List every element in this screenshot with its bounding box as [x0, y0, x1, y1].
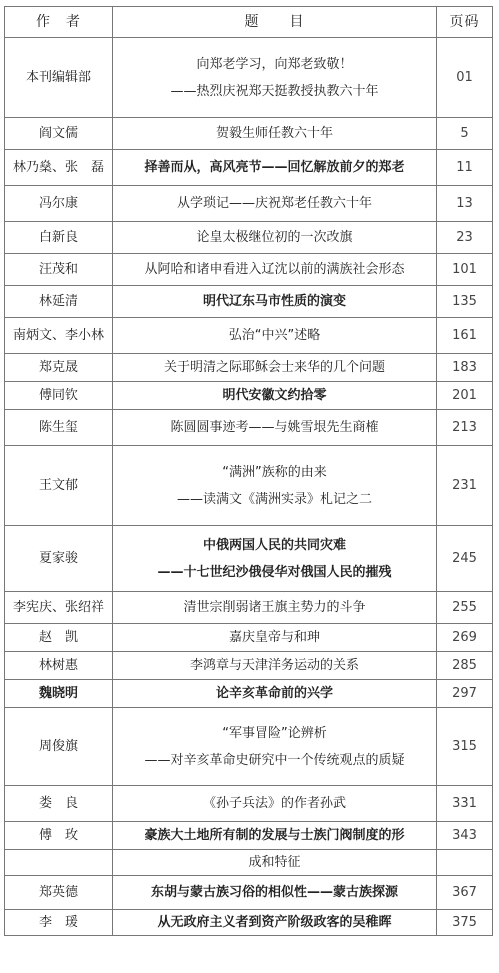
- title-cell: 嘉庆皇帝与和珅: [113, 624, 437, 652]
- page-cell: 01: [437, 38, 493, 118]
- page-cell: 269: [437, 624, 493, 652]
- author-cell: 林树惠: [5, 652, 113, 680]
- title-cell: 明代安徽文约拾零: [113, 382, 437, 410]
- page-cell: 297: [437, 680, 493, 708]
- page-cell: 201: [437, 382, 493, 410]
- title-cell: [113, 708, 437, 786]
- table-row: [5, 910, 493, 936]
- table-row: [5, 708, 493, 786]
- title-text: “军事冒险”论辨析: [222, 725, 327, 741]
- table-row: [5, 286, 493, 318]
- page-cell: 285: [437, 652, 493, 680]
- author-cell: 郑英德: [5, 876, 113, 910]
- table-row: [5, 186, 493, 222]
- page-cell: 11: [437, 150, 493, 186]
- author-cell: 汪茂和: [5, 254, 113, 286]
- page-cell: 13: [437, 186, 493, 222]
- title-cell: 弘治“中兴”述略: [113, 318, 437, 354]
- title-cell: [113, 526, 437, 592]
- table-row: [5, 624, 493, 652]
- table-row: [5, 446, 493, 526]
- title-cell: 择善而从，高风亮节——回忆解放前夕的郑老: [113, 150, 437, 186]
- title-text: 中俄两国人民的共同灾难: [202, 537, 346, 553]
- page-cell: 367: [437, 876, 493, 910]
- page-cell: 315: [437, 708, 493, 786]
- table-row: [5, 410, 493, 446]
- title-cell: 清世宗削弱诸王旗主势力的斗争: [113, 592, 437, 624]
- title-cell: 关于明清之际耶稣会士来华的几个问题: [113, 354, 437, 382]
- subtitle-text: ——对辛亥革命史研究中一个传统观点的质疑: [144, 752, 405, 768]
- table-row: [5, 526, 493, 592]
- header-row: [5, 7, 493, 38]
- table-row: [5, 118, 493, 150]
- author-cell: 本刊编辑部: [5, 38, 113, 118]
- title-cell: 豪族大土地所有制的发展与士族门阀制度的形: [113, 822, 437, 850]
- page-cell: 343: [437, 822, 493, 850]
- author-cell: 阎文儒: [5, 118, 113, 150]
- author-cell: 王文郁: [5, 446, 113, 526]
- title-cell: 成和特征: [113, 850, 437, 876]
- title-cell: 从无政府主义者到资产阶级政客的吴稚晖: [113, 910, 437, 936]
- table-row: [5, 382, 493, 410]
- table-row: [5, 254, 493, 286]
- table-row: [5, 38, 493, 118]
- page-cell: 161: [437, 318, 493, 354]
- title-text: “满洲”族称的由来: [222, 464, 327, 480]
- title-cell: 《孙子兵法》的作者孙武: [113, 786, 437, 822]
- title-cell: 论辛亥革命前的兴学: [113, 680, 437, 708]
- author-cell: 白新良: [5, 222, 113, 254]
- table-row: [5, 354, 493, 382]
- author-cell: 娄 良: [5, 786, 113, 822]
- page-cell: 331: [437, 786, 493, 822]
- subtitle-text: ——十七世纪沙俄侵华对俄国人民的摧残: [157, 564, 392, 580]
- page-cell: 183: [437, 354, 493, 382]
- table-row: [5, 222, 493, 254]
- table-row: [5, 150, 493, 186]
- page-cell: [437, 850, 493, 876]
- title-cell: 从阿哈和诸申看进入辽沈以前的满族社会形态: [113, 254, 437, 286]
- page-cell: 231: [437, 446, 493, 526]
- subtitle-text: ——读满文《满洲实录》札记之二: [176, 491, 372, 507]
- title-cell: 陈圆圆事迹考——与姚雪垠先生商榷: [113, 410, 437, 446]
- author-cell: 傅同钦: [5, 382, 113, 410]
- author-cell: 南炳文、李小林: [5, 318, 113, 354]
- author-cell: 陈生玺: [5, 410, 113, 446]
- page-cell: 5: [437, 118, 493, 150]
- page-cell: 245: [437, 526, 493, 592]
- title-cell: 明代辽东马市性质的演变: [113, 286, 437, 318]
- header-page: 页码: [437, 7, 493, 38]
- page-cell: 255: [437, 592, 493, 624]
- page-cell: 23: [437, 222, 493, 254]
- subtitle-text: ——热烈庆祝郑天挺教授执教六十年: [170, 83, 379, 99]
- author-cell: 李 瑗: [5, 910, 113, 936]
- table-row: [5, 592, 493, 624]
- title-text: 向郑老学习，向郑老致敬！: [196, 56, 353, 72]
- table-row: [5, 850, 493, 876]
- author-cell: 傅 玫: [5, 822, 113, 850]
- table-row: [5, 786, 493, 822]
- title-cell: 从学琐记——庆祝郑老任教六十年: [113, 186, 437, 222]
- contents-table: [4, 6, 493, 936]
- author-cell: 李宪庆、张绍祥: [5, 592, 113, 624]
- author-cell: 林延清: [5, 286, 113, 318]
- table-row: [5, 652, 493, 680]
- title-cell: 论皇太极继位初的一次改旗: [113, 222, 437, 254]
- author-cell: 魏晓明: [5, 680, 113, 708]
- table-row: [5, 822, 493, 850]
- header-author: 作 者: [5, 7, 113, 38]
- page-cell: 101: [437, 254, 493, 286]
- title-cell: [113, 446, 437, 526]
- title-cell: 东胡与蒙古族习俗的相似性——蒙古族探源: [113, 876, 437, 910]
- table-row: [5, 318, 493, 354]
- header-title: 题 目: [113, 7, 437, 38]
- title-cell: [113, 38, 437, 118]
- table-row: [5, 876, 493, 910]
- author-cell: 林乃燊、张 磊: [5, 150, 113, 186]
- table-row: [5, 680, 493, 708]
- author-cell: 郑克晟: [5, 354, 113, 382]
- title-cell: 贺毅生师任教六十年: [113, 118, 437, 150]
- author-cell: [5, 850, 113, 876]
- author-cell: 冯尔康: [5, 186, 113, 222]
- page-cell: 375: [437, 910, 493, 936]
- author-cell: 周俊旗: [5, 708, 113, 786]
- page-cell: 213: [437, 410, 493, 446]
- page-cell: 135: [437, 286, 493, 318]
- author-cell: 夏家骏: [5, 526, 113, 592]
- title-cell: 李鸿章与天津洋务运动的关系: [113, 652, 437, 680]
- author-cell: 赵 凯: [5, 624, 113, 652]
